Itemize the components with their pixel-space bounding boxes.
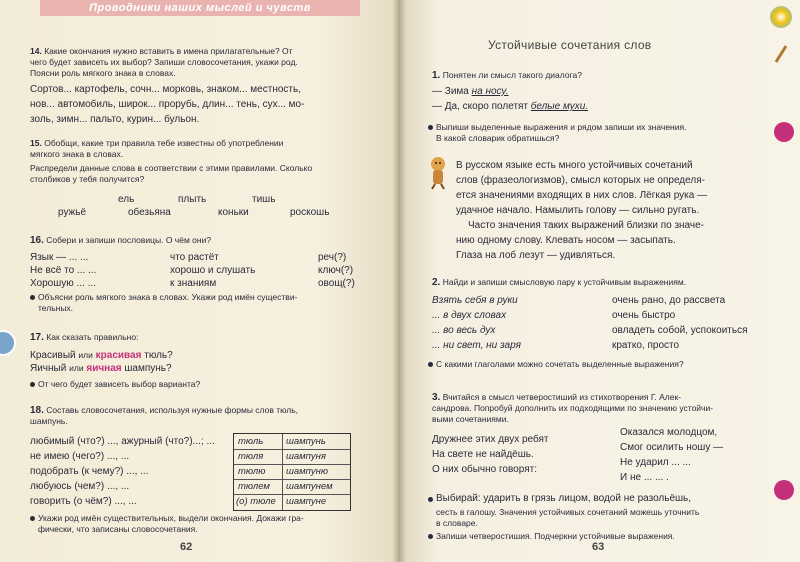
ex15-word: ель — [118, 194, 135, 205]
ex15-word: ружьё — [58, 207, 87, 218]
ex3-bullet2: Запиши четверостишия. Подчеркни устойчивые выражения. — [436, 531, 675, 541]
ex16-bullet-1: Объясни роль мягкого знака в словах. Укажи род имён существи- — [38, 292, 298, 302]
table-cell: шампуня — [286, 451, 326, 462]
ex18-text-1: 18. Составь словосочетания, используя нужные формы слов тюль, — [30, 405, 299, 416]
info-marker-icon — [774, 480, 794, 500]
dialog-line-2: — Да, скоро полетят белые мухи. — [432, 101, 589, 112]
bullet-marker — [428, 125, 433, 130]
expression: ... во весь дух — [432, 325, 496, 336]
bullet-marker — [428, 534, 433, 539]
book-gutter — [392, 0, 406, 562]
table-divider — [282, 434, 283, 510]
table-divider — [234, 479, 350, 480]
table-cell: шампунем — [286, 481, 333, 492]
ex16-title: 16. Собери и запиши пословицы. О чём они? — [30, 235, 212, 246]
section-title: Устойчивые сочетания слов — [488, 38, 652, 52]
ex15-word: плыть — [178, 194, 207, 205]
ex18-text-2: шампунь. — [30, 416, 68, 426]
ex16-part: что растёт — [170, 252, 219, 263]
ex2-title: 2. Найди и запиши смысловую пару к устойчивым выражениям. — [432, 277, 687, 288]
ex3-bullet1-3: в словаре. — [436, 518, 478, 528]
bullet-marker — [428, 497, 433, 502]
meaning: овладеть собой, успокоиться — [612, 325, 748, 336]
ex15-text-1: 15. Обобщи, какие три правила тебе известны об употреблении — [30, 138, 284, 148]
section-badge-icon — [770, 6, 792, 28]
meaning: очень быстро — [612, 310, 676, 321]
ex16-part: к знаниям — [170, 278, 217, 289]
mascot-icon — [426, 156, 450, 190]
info-marker-icon — [774, 122, 794, 142]
ex17-bullet: От чего будет зависеть выбор варианта? — [38, 379, 201, 389]
ex18-phrase: любимый (что?) ..., ажурный (что?)...; ... — [30, 436, 215, 447]
bullet-marker — [30, 516, 35, 521]
ex15-word: обезьяна — [128, 207, 171, 218]
expression: ... ни свет, ни заря — [432, 340, 521, 351]
table-divider — [234, 464, 350, 465]
dialog-line-1: — Зима на носу. — [432, 86, 509, 97]
table-cell: (о) тюле — [236, 496, 276, 507]
page-number: 63 — [592, 541, 605, 553]
ex15-text-3: Распредели данные слова в соответствии с этими правилами. Сколько — [30, 163, 313, 173]
page-header: Проводники наших мыслей и чувств — [40, 0, 360, 16]
ex18-bullet-1: Укажи род имён существительных, выдели окончания. Докажи гра- — [38, 513, 304, 523]
ex18-phrase: говорить (о чём?) ..., ... — [30, 496, 137, 507]
ex3-text-2: сандрова. Попробуй дополнить их подходящими по значению устойчи- — [432, 403, 714, 413]
table-cell: шампуне — [286, 496, 327, 507]
ex16-part: Хорошую ... ... — [30, 278, 96, 289]
ex15-word: тишь — [252, 194, 276, 205]
rule-line: В русском языке есть много устойчивых сочетаний — [456, 160, 693, 171]
ex18-phrase: не имею (чего?) ..., ... — [30, 451, 130, 462]
pencil-icon — [774, 44, 788, 64]
poem-line: На свете не найдёшь. — [432, 449, 534, 460]
ex3-bullet1-2: сесть в галошу. Значения устойчивых сочетаний можешь уточнить — [436, 507, 700, 517]
question-marker-icon — [0, 330, 16, 356]
ex14-words-1: Сортов... картофель, сочн... морковь, знаком... местность, — [30, 84, 301, 95]
ex15-word: роскошь — [290, 207, 330, 218]
poem-line: О них обычно говорят: — [432, 464, 537, 475]
table-cell: тюль — [238, 436, 264, 447]
ex14-words-2: нов... автомобиль, широк... прорубь, длин... тень, сух... мо- — [30, 99, 305, 110]
ex16-part: овощ(?) — [318, 278, 355, 289]
table-cell: тюля — [238, 451, 264, 462]
left-page — [0, 0, 398, 562]
ex14-text-1: 14. Какие окончания нужно вставить в имена прилагательные? От — [30, 46, 293, 56]
right-page — [398, 0, 800, 562]
ex16-part: ключ(?) — [318, 265, 354, 276]
ex3-bullet1-1: Выбирай: ударить в грязь лицом, водой не разольёшь, — [436, 493, 692, 504]
ex2-bullet: С какими глаголами можно сочетать выделенные выражения? — [436, 359, 684, 369]
bullet-marker — [30, 382, 35, 387]
ex18-phrase: любуюсь (чем?) ..., ... — [30, 481, 130, 492]
poem-line: Не ударил ... ... — [620, 457, 691, 468]
ex15-word: коньки — [218, 207, 249, 218]
ex17-title: 17. Как сказать правильно: — [30, 332, 139, 343]
ex16-part: реч(?) — [318, 252, 347, 263]
ex15-text-4: столбиков у тебя получится? — [30, 174, 145, 184]
ex3-text-3: выми сочетаниями. — [432, 414, 509, 424]
ex18-phrase: подобрать (к чему?) ..., ... — [30, 466, 149, 477]
bullet-marker — [428, 362, 433, 367]
ex1-bullet-1: Выпиши выделенные выражения и рядом запиши их значения. — [436, 122, 687, 132]
page-number: 62 — [180, 541, 193, 553]
rule-line: нию одному слову. Клевать носом — засыпать. — [456, 235, 676, 246]
table-cell: тюлю — [238, 466, 266, 477]
ex14-text-2: чего будет зависеть их выбор? Запиши словосочетания, укажи род. — [30, 57, 298, 67]
ex17-line1: Красивый или красивая тюль? — [30, 350, 173, 361]
ex14-words-3: золь, зимн... пальто, курин... бульон. — [30, 114, 200, 125]
ex15-text-2: мягкого знака в словах. — [30, 149, 124, 159]
ex14-text-3: Поясни роль мягкого знака в словах. — [30, 68, 176, 78]
meaning: кратко, просто — [612, 340, 680, 351]
meaning: очень рано, до рассвета — [612, 295, 726, 306]
table-cell: тюлем — [238, 481, 270, 492]
table-divider — [234, 449, 350, 450]
ex1-bullet-2: В какой словарик обратишься? — [436, 133, 560, 143]
poem-line: Оказался молодцом, — [620, 427, 718, 438]
rule-line: Глаза на лоб лезут — удивляться. — [456, 250, 616, 261]
expression: Взять себя в руки — [432, 295, 518, 306]
expression: ... в двух словах — [432, 310, 507, 321]
bullet-marker — [30, 295, 35, 300]
table-cell: шампуню — [286, 466, 329, 477]
word-forms-table — [233, 433, 351, 511]
ex16-part: Не всё то ... ... — [30, 265, 97, 276]
ex16-part: Язык — ... ... — [30, 252, 89, 263]
rule-line: слов (фразеологизмов), смысл которых не определя- — [456, 175, 705, 186]
ex16-bullet-2: тельных. — [38, 303, 74, 313]
rule-line: ется значениями входящих в них слов. Лёгкая рука — — [456, 190, 708, 201]
ex17-line2: Яичный или яичная шампунь? — [30, 363, 172, 374]
table-cell: шампунь — [286, 436, 326, 447]
ex3-text-1: 3. Вчитайся в смысл четверостиший из стихотворения Г. Алек- — [432, 392, 682, 403]
rule-line: Часто значения таких выражений близки по значе- — [468, 220, 705, 231]
poem-line: Дружнее этих двух ребят — [432, 434, 549, 445]
ex16-part: хорошо и слушать — [170, 265, 256, 276]
table-divider — [234, 494, 350, 495]
poem-line: Смог осилить ношу — — [620, 442, 724, 453]
rule-line: удачное начало. Намылить голову — сильно ругать. — [456, 205, 700, 216]
poem-line: И не ... ... . — [620, 472, 669, 483]
ex18-bullet-2: фически, что записаны словосочетания. — [38, 524, 198, 534]
ex1-title: 1. Понятен ли смысл такого диалога? — [432, 70, 582, 81]
